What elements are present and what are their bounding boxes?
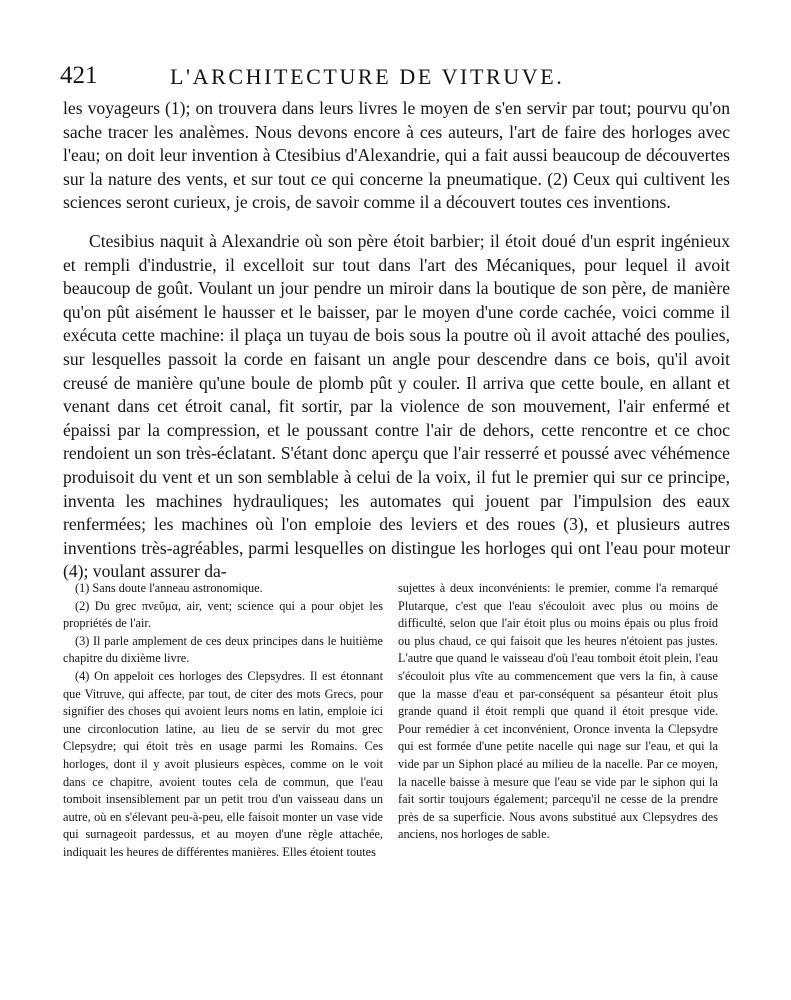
page-header xyxy=(60,58,750,94)
page-number: 421 xyxy=(60,62,98,89)
paragraph: les voyageurs (1); on trouvera dans leurs livres le moyen de s'en servir par tout; pourvu qu'on sache tracer les analèmes. Nous devons encore à ces auteurs, l'art de faire des horloges avec l'eau; on doit leur invention à Ctesibius d'Alexandrie, qui a fait aussi beaucoup de découvertes sur la nature des vents, et sur tout ce qui concerne la pneumatique. (2) Ceux qui cultivent les sciences seront curieux, je crois, de savoir comme il a découvert toutes ces inventions. xyxy=(63,98,730,213)
main-text xyxy=(63,97,730,584)
footnotes-right-column xyxy=(398,580,718,844)
footnote-2: (2) Du grec πνεῦμα, air, vent; science qui a pour objet les propriétés de l'air. xyxy=(63,598,383,631)
footnote-1: (1) Sans doute l'anneau astronomique. xyxy=(75,581,263,595)
footnote-4: (4) On appeloit ces horloges des Clepsydres. Il est étonnant que Vitruve, qui affecte, par tout, de citer des mots Grecs, pour signifier des choses qui avoient leurs noms en latin, emploie ici une circonlocution latine, au lieu de se servir du mot grec Clepsydre; qui étoit très en usage parmi les Romains. Ces horloges, dont il y avoit plusieurs espèces, comme on le voit dans ce chapitre, avoient toutes cela de commun, que l'eau tomboit insensiblement par un petit trou d'un vaisseau dans un autre, où en s'élevant peu-à-peu, elle faisoit monter un vase vide qui surnageoit pardessus, et au moyen d'une règle attachée, indiquait les heures de différentes manières. Elles étoient toutes xyxy=(63,668,383,859)
footnote-4-continued: sujettes à deux inconvénients: le premier, comme l'a remarqué Plutarque, c'est que l'eau s'écouloit avec plus ou moins de difficulté, selon que l'air étoit plus ou moins épais ou plus froid ou plus chaud, ce qui faisoit que les heures n'étoient pas justes. L'autre que quand le vaisseau d'où l'eau tomboit étoit plein, l'eau s'écouloit plus vîte au commencement que vers la fin, à cause que la masse d'eau et par-conséquent sa pésanteur étoit plus grande quand il étoit rempli que quand il étoit presque vide. Pour remédier à cet inconvénient, Oronce inventa la Clepsydre qui est formée d'une petite nacelle qui nage sur l'eau, et qui la vide par un Siphon placé au milieu de la nacelle. Par ce moyen, la nacelle baisse à mesure que l'eau se vide par le siphon qui la fait sortir toujours également; parcequ'il ne cesse de la prendre près de sa superficie. Nous avons substitué aux Clepsydres des anciens, nos horloges de sable. xyxy=(398,581,718,842)
paragraph: Ctesibius naquit à Alexandrie où son père étoit barbier; il étoit doué d'un esprit ingénieux et rempli d'industrie, il excelloit sur tout dans l'art des Mécaniques, pour lequel il avoit beaucoup de goût. Voulant un jour pendre un miroir dans la boutique de son père, de manière qu'on pût aisément le hausser et le baisser, par le moyen d'une corde cachée, voici comme il exécuta cette machine: il plaça un tuyau de bois sous la poutre où il avoit attaché des poulies, sur lesquelles passoit la corde en faisant un angle pour descendre dans ce bois, qu'il avoit creusé de manière qu'une boule de plomb pût y couler. Il arriva que cette boule, en allant et venant dans cet étroit canal, fit sortir, par la violence de son mouvement, l'air enfermé et épaissi par la compression, et le poussant contre l'air de dehors, cette rencontre et ce choc rendoient un son très-éclatant. S'étant donc aperçu que l'air resserré et poussé avec véhémence produisoit du vent et un son semblable à celui de la voix, il fut le premier qui sur ce principe, inventa les machines hydrauliques; les automates qui jouent par l'impulsion des eaux renfermées; les machines où l'on emploie des leviers et des roues (3), et plusieurs autres inventions très-agréables, parmi lesquelles on distingue les horloges qui ont l'eau pour moteur (4); voulant assurer da- xyxy=(63,230,730,582)
footnote-3: (3) Il parle amplement de ces deux principes dans le huitième chapitre du dixième livre. xyxy=(63,633,383,666)
footnotes-left-column xyxy=(63,580,383,862)
running-title: L'ARCHITECTURE DE VITRUVE. xyxy=(170,64,565,89)
